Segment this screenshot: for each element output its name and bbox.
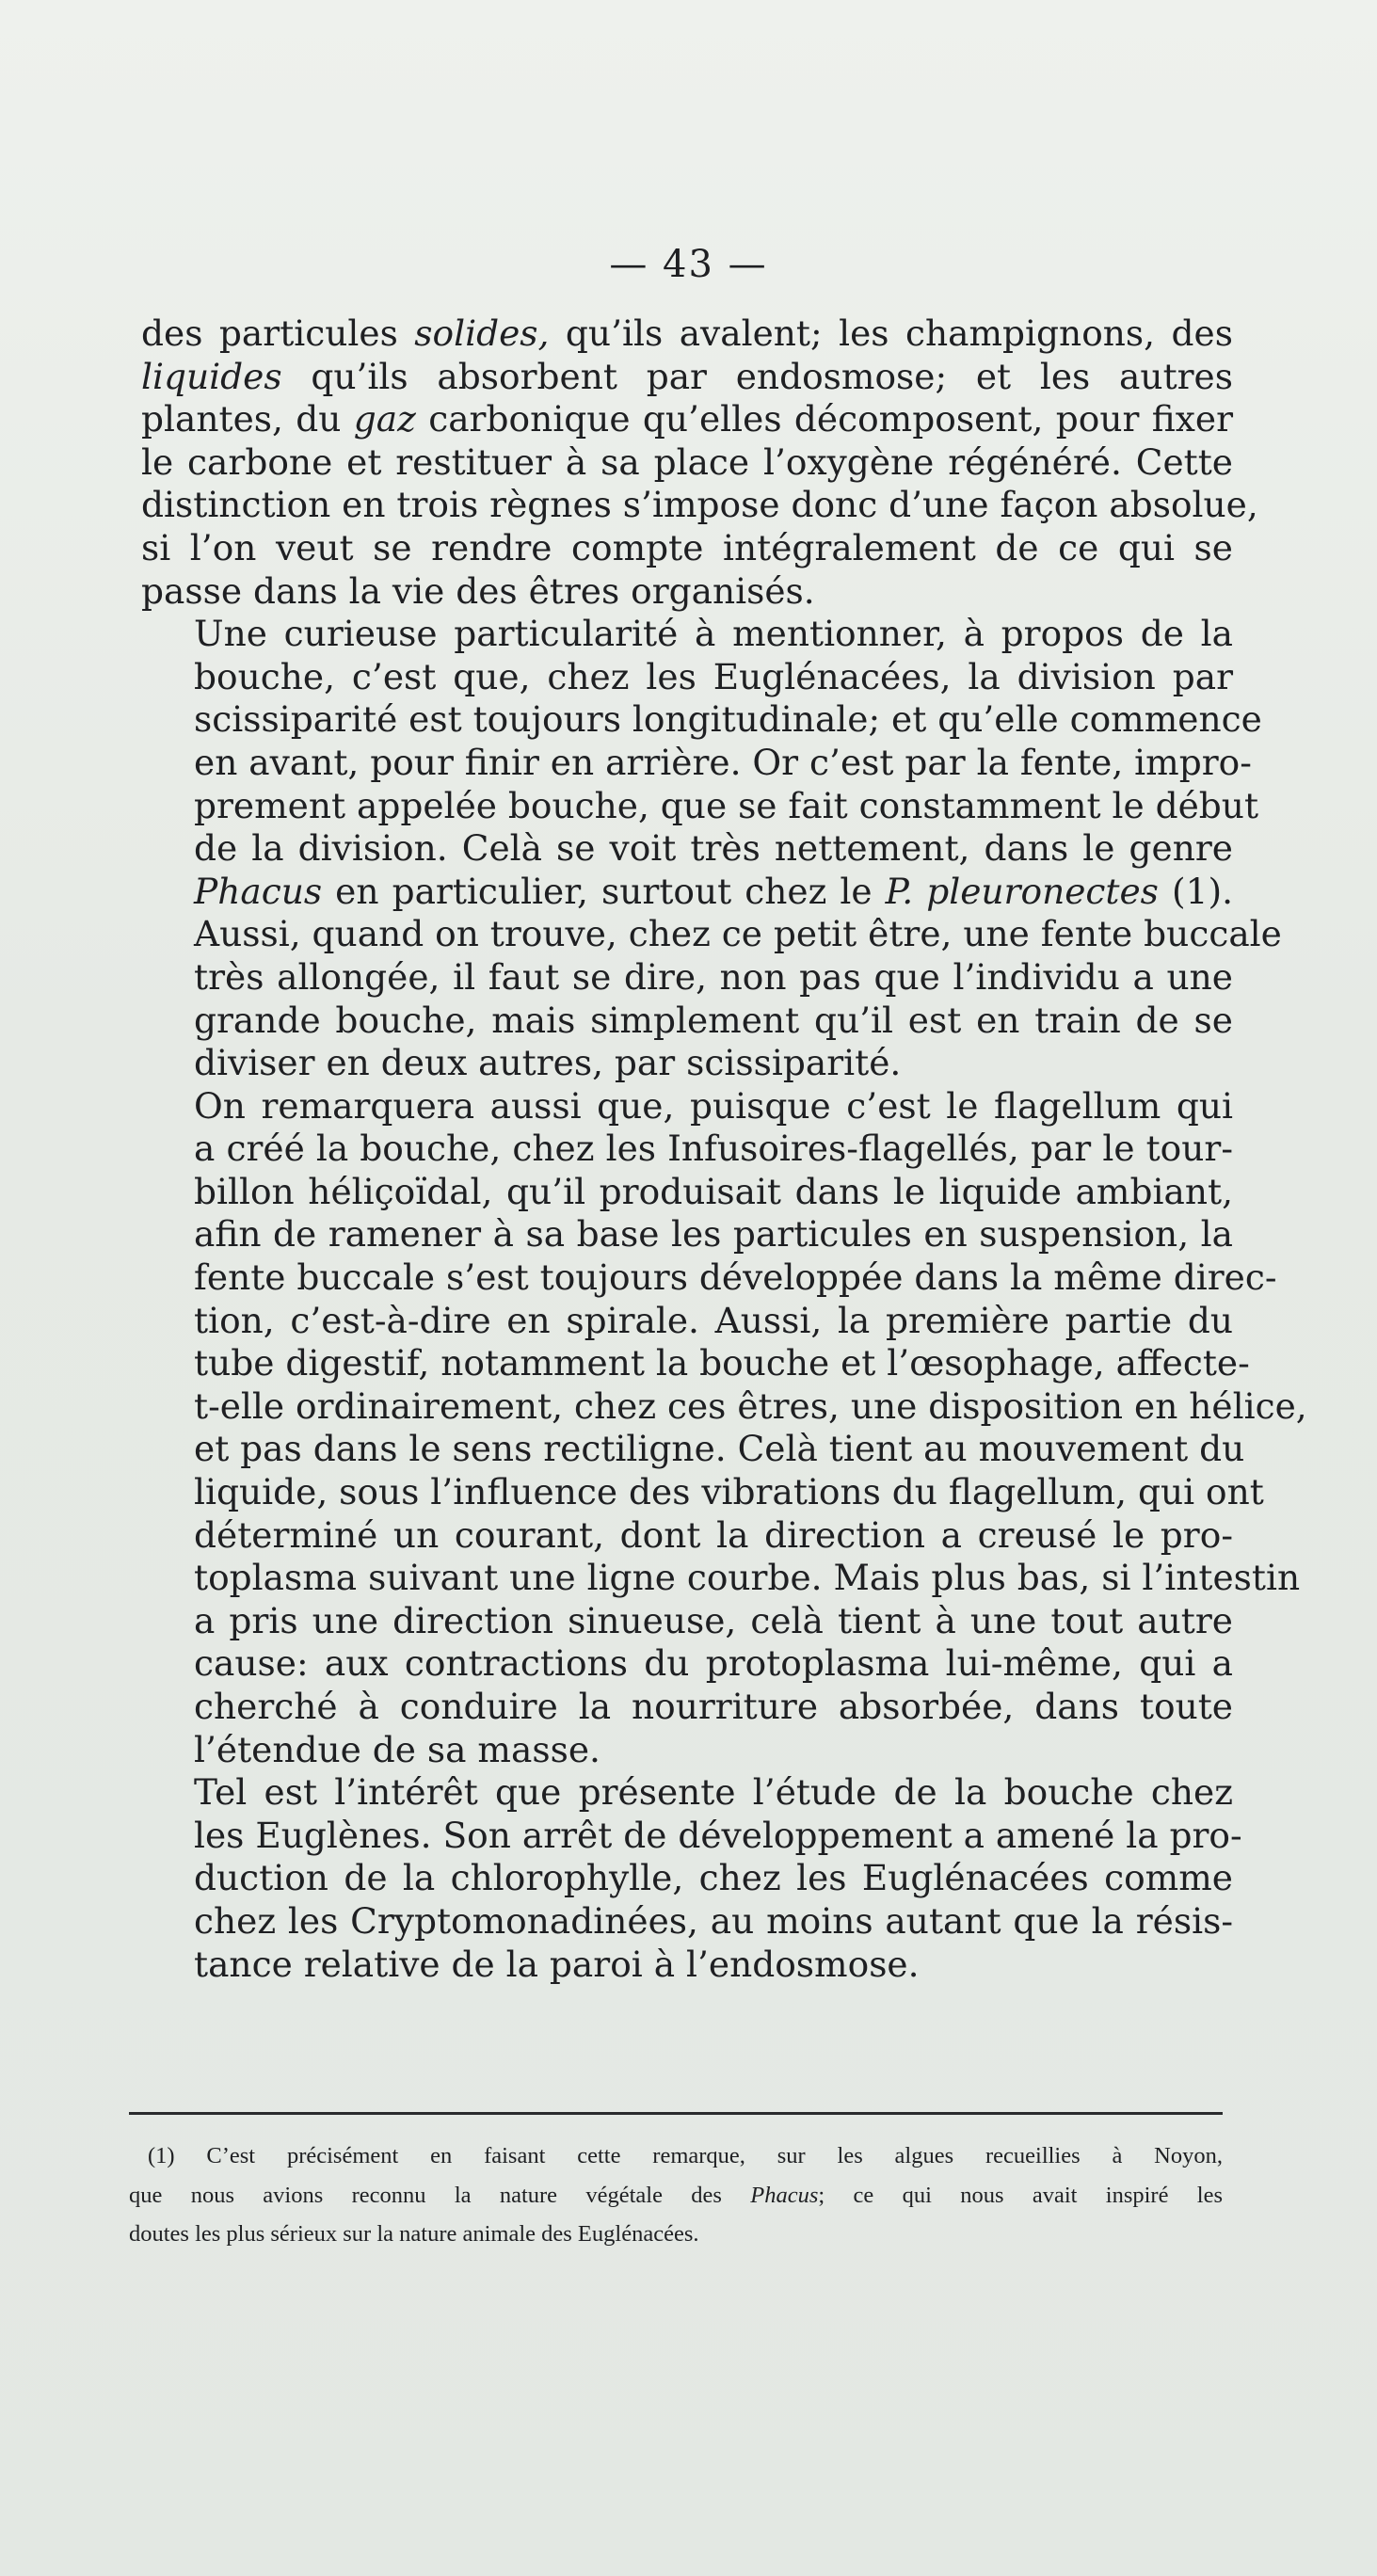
text-line: les Euglènes. Son arrêt de développement a amené la pro- bbox=[194, 1814, 1242, 1856]
footnote bbox=[129, 2136, 1223, 2254]
text-line: diviser en deux autres, par scissiparité. bbox=[194, 1042, 902, 1084]
text-line: passe dans la vie des êtres organisés. bbox=[141, 569, 815, 612]
text-line: Une curieuse particularité à mentionner, à propos de la bbox=[194, 613, 1233, 655]
text-line: tion, c’est-à-dire en spirale. Aussi, la première partie du bbox=[194, 1299, 1233, 1341]
italic-term: gaz bbox=[353, 398, 416, 440]
text-line: doutes les plus sérieux sur la nature animale des Euglénacées. bbox=[129, 2221, 699, 2247]
text-line: scissiparité est toujours longitudinale; et qu’elle commence bbox=[194, 698, 1262, 741]
italic-term: P. pleuronectes bbox=[885, 870, 1159, 912]
text-line: déterminé un courant, dont la direction a creusé le pro- bbox=[194, 1513, 1233, 1556]
text-line: si l’on veut se rendre compte intégralement de ce qui se bbox=[141, 526, 1233, 568]
text-line: cause: aux contractions du protoplasma lui-même, qui a bbox=[194, 1642, 1233, 1685]
text-line: que nous avions reconnu la nature végétale des Phacus; ce qui nous avait inspiré les bbox=[129, 2182, 1223, 2208]
body-text bbox=[141, 312, 1307, 1986]
text-line: Tel est l’intérêt que présente l’étude de la bouche chez bbox=[194, 1771, 1233, 1814]
text-line: et pas dans le sens rectiligne. Celà tient au mouvement du bbox=[194, 1428, 1245, 1470]
text-line: tube digestif, notamment la bouche et l’œsophage, affecte- bbox=[194, 1342, 1250, 1384]
text-line: l’étendue de sa masse. bbox=[194, 1728, 600, 1770]
text-line: plantes, du gaz carbonique qu’elles décomposent, pour fixer bbox=[141, 398, 1233, 440]
text-line: tance relative de la paroi à l’endosmose. bbox=[194, 1943, 920, 1985]
text-line: chez les Cryptomonadinées, au moins autant que la résis- bbox=[194, 1899, 1233, 1942]
text-line: Aussi, quand on trouve, chez ce petit être, une fente buccale bbox=[194, 913, 1282, 955]
text-line: fente buccale s’est toujours développée dans la même direc- bbox=[194, 1256, 1277, 1299]
page-number: — 43 — bbox=[609, 243, 768, 286]
text-line: prement appelée bouche, que se fait constamment le début bbox=[194, 784, 1259, 826]
text-line: toplasma suivant une ligne courbe. Mais plus bas, si l’intestin bbox=[194, 1557, 1301, 1599]
italic-term: Phacus bbox=[750, 2182, 819, 2208]
text-line: billon héliçoïdal, qu’il produisait dans le liquide ambiant, bbox=[194, 1170, 1233, 1212]
paragraph bbox=[141, 312, 1258, 613]
text-line: a pris une direction sinueuse, celà tient à une tout autre bbox=[194, 1599, 1233, 1641]
italic-term: liquides bbox=[141, 355, 282, 397]
text-line: très allongée, il faut se dire, non pas que l’individu a une bbox=[194, 955, 1233, 998]
text-line: On remarquera aussi que, puisque c’est le flagellum qui bbox=[194, 1084, 1233, 1127]
text-line: Phacus en particulier, surtout chez le P. pleuronectes (1). bbox=[194, 870, 1234, 912]
text-line: distinction en trois règnes s’impose donc d’une façon absolue, bbox=[141, 484, 1258, 526]
text-line: de la division. Celà se voit très nettement, dans le genre bbox=[194, 827, 1233, 870]
text-line: des particules solides, qu’ils avalent; les champignons, des bbox=[141, 312, 1233, 354]
paragraph bbox=[141, 613, 1282, 1085]
text-line: grande bouche, mais simplement qu’il est en train de se bbox=[194, 999, 1233, 1041]
text-line: en avant, pour finir en arrière. Or c’est par la fente, impro- bbox=[194, 741, 1252, 783]
text-line: liquides qu’ils absorbent par endosmose; et les autres bbox=[141, 355, 1233, 397]
text-line: cherché à conduire la nourriture absorbée, dans toute bbox=[194, 1686, 1233, 1727]
text-line: duction de la chlorophylle, chez les Euglénacées comme bbox=[194, 1857, 1233, 1899]
italic-term: Phacus bbox=[194, 870, 323, 912]
text-line: t-elle ordinairement, chez ces êtres, une disposition en hélice, bbox=[194, 1384, 1307, 1427]
text-line: le carbone et restituer à sa place l’oxygène régénéré. Cette bbox=[141, 440, 1233, 483]
text-line: afin de ramener à sa base les particules en suspension, la bbox=[194, 1213, 1233, 1256]
text-line: bouche, c’est que, chez les Euglénacées, la division par bbox=[194, 655, 1233, 697]
text-line: liquide, sous l’influence des vibrations du flagellum, qui ont bbox=[194, 1471, 1264, 1513]
text-line: (1) C’est précisément en faisant cette remarque, sur les algues recueillies à Noyon, bbox=[148, 2143, 1223, 2168]
footnote-divider bbox=[129, 2112, 1223, 2115]
text-line: a créé la bouche, chez les Infusoires-flagellés, par le tour- bbox=[194, 1128, 1233, 1170]
paragraph bbox=[141, 1771, 1242, 1986]
italic-term: solides, bbox=[414, 312, 550, 354]
paragraph bbox=[141, 1084, 1307, 1772]
